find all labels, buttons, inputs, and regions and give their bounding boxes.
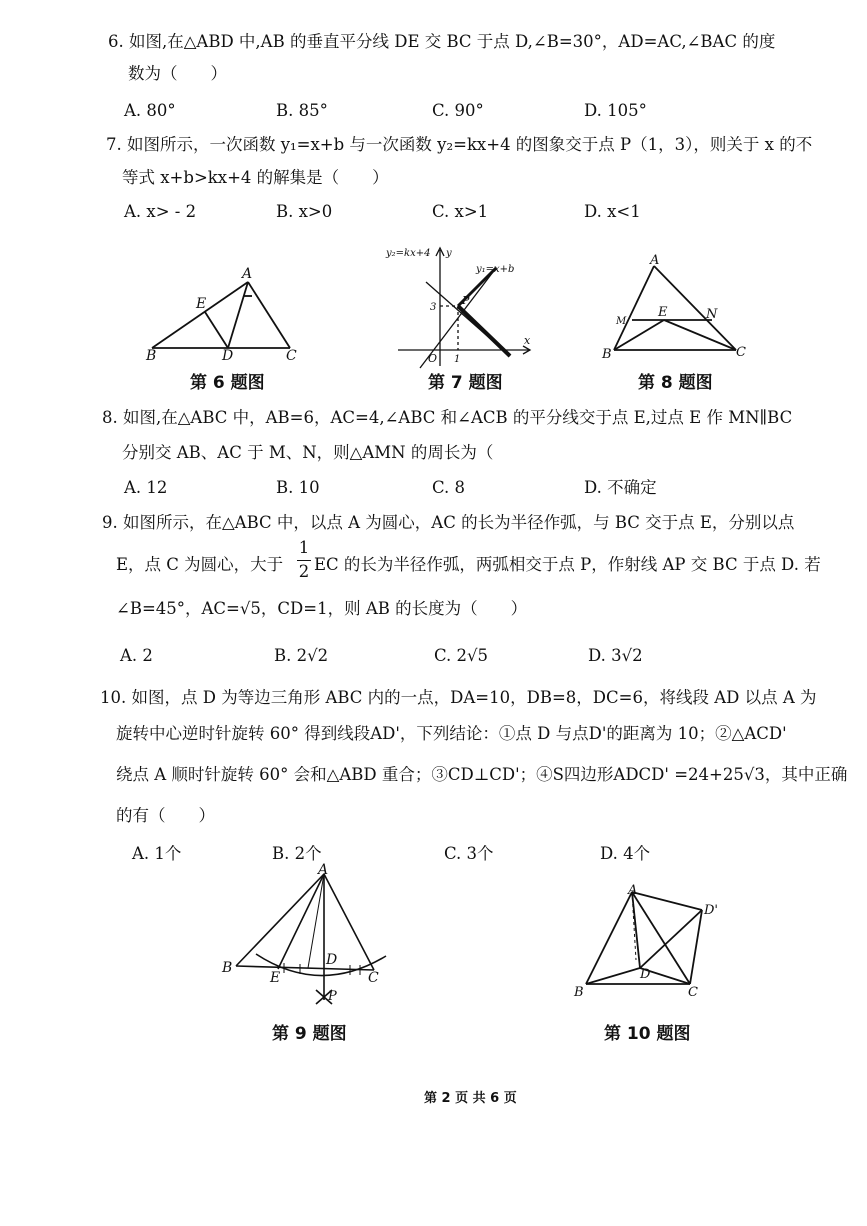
fig9-label-d: D xyxy=(326,952,338,968)
fig9-label-c: C xyxy=(368,970,379,986)
fig7-label-3: 3 xyxy=(430,302,437,313)
q6-option-b: B. 85° xyxy=(276,101,328,120)
fig10-label-dprime: D' xyxy=(704,903,718,918)
q6-option-a: A. 80° xyxy=(124,101,176,120)
q9-stem-line2-pre: E，点 C 为圆心，大于 xyxy=(116,555,284,574)
q8-option-d: D. 不确定 xyxy=(584,478,657,497)
q7-option-c: C. x>1 xyxy=(432,202,489,221)
q9-stem-line3: ∠B=45°，AC=√5，CD=1，则 AB 的长度为（ ） xyxy=(116,599,528,618)
fig7-label-y1: y₁=x+b xyxy=(476,264,515,275)
q9-fraction-bar xyxy=(297,560,311,561)
q6-stem-line2: 数为（ ） xyxy=(128,64,227,83)
q9-stem-line2-post: EC 的长为半径作弧，两弧相交于点 P，作射线 AP 交 BC 于点 D. 若 xyxy=(314,555,821,574)
q10-option-d: D. 4个 xyxy=(600,844,651,863)
q8-stem-line1: 8. 如图,在△ABC 中，AB=6，AC=4,∠ABC 和∠ACB 的平分线交于点 E,过点 E 作 MN∥BC xyxy=(102,408,793,427)
q9-option-b: B. 2√2 xyxy=(274,646,329,665)
q10-option-b: B. 2个 xyxy=(272,844,322,863)
fig9-label-p: P xyxy=(328,989,337,1004)
fig10-label-d: D xyxy=(640,967,651,982)
q9-fraction-numerator: 1 xyxy=(298,538,310,557)
fig10-label-c: C xyxy=(688,985,698,1000)
q10-option-c: C. 3个 xyxy=(444,844,494,863)
figure-7 xyxy=(384,240,554,370)
q7-option-a: A. x> - 2 xyxy=(124,202,197,221)
q9-option-c: C. 2√5 xyxy=(434,646,489,665)
fig7-label-x: x xyxy=(524,334,531,347)
figure-10 xyxy=(570,880,740,1004)
fig8-label-c: C xyxy=(736,345,746,360)
q8-option-b: B. 10 xyxy=(276,478,320,497)
fig7-label-o: O xyxy=(428,352,438,365)
figure-9 xyxy=(220,862,400,1016)
q6-option-d: D. 105° xyxy=(584,101,647,120)
q8-stem-line2: 分别交 AB、AC 于 M、N，则△AMN 的周长为（ xyxy=(122,443,494,462)
fig10-caption: 第 10 题图 xyxy=(604,1024,691,1044)
q7-option-b: B. x>0 xyxy=(276,202,333,221)
q6-stem-line1: 6. 如图,在△ABD 中,AB 的垂直平分线 DE 交 BC 于点 D,∠B=30°，AD=AC,∠BAC 的度 xyxy=(108,32,776,51)
q7-stem-line2: 等式 x+b>kx+4 的解集是（ ） xyxy=(122,168,389,187)
q6-option-c: C. 90° xyxy=(432,101,484,120)
fig6-label-b: B xyxy=(146,348,157,364)
fig10-label-b: B xyxy=(574,985,584,1000)
q9-option-d: D. 3√2 xyxy=(588,646,643,665)
q10-stem-line4: 的有（ ） xyxy=(116,806,215,825)
fig6-label-e: E xyxy=(196,296,207,312)
fig8-label-a: A xyxy=(650,253,660,268)
fig7-label-p: P xyxy=(462,294,470,307)
q10-option-a: A. 1个 xyxy=(132,844,182,863)
fig7-label-y: y xyxy=(446,248,452,259)
fig8-caption: 第 8 题图 xyxy=(638,373,713,393)
q9-stem-line1: 9. 如图所示，在△ABC 中，以点 A 为圆心，AC 的长为半径作弧，与 BC 交于点 E，分别以点 xyxy=(102,513,795,532)
fig9-label-a: A xyxy=(318,862,329,878)
q8-option-a: A. 12 xyxy=(124,478,168,497)
q9-fraction-denominator: 2 xyxy=(298,561,310,581)
fig6-label-c: C xyxy=(286,348,297,364)
fig7-label-y2: y₂=kx+4 xyxy=(386,248,431,259)
q8-option-c: C. 8 xyxy=(432,478,466,497)
fig6-caption: 第 6 题图 xyxy=(190,373,265,393)
q9-fraction xyxy=(297,540,311,580)
fig6-label-d: D xyxy=(222,348,234,364)
q9-option-a: A. 2 xyxy=(120,646,153,665)
fig8-label-e: E xyxy=(658,305,668,320)
q10-stem-line1: 10. 如图，点 D 为等边三角形 ABC 内的一点，DA=10，DB=8，DC=6，将线段 AD 以点 A 为 xyxy=(100,688,817,707)
page-number: 第 2 页 共 6 页 xyxy=(424,1091,517,1106)
fig9-caption: 第 9 题图 xyxy=(272,1024,347,1044)
fig7-label-1: 1 xyxy=(454,354,461,365)
q7-stem-line1: 7. 如图所示，一次函数 y₁=x+b 与一次函数 y₂=kx+4 的图象交于点 P（1，3），则关于 x 的不 xyxy=(106,135,813,154)
fig9-label-b: B xyxy=(222,960,233,976)
fig8-label-b: B xyxy=(602,347,612,362)
q10-stem-line3: 绕点 A 顺时针旋转 60° 会和△ABD 重合；③CD⊥CD'；④S四边形ADCD' =24+25√3，其中正确 xyxy=(116,765,848,784)
fig10-label-a: A xyxy=(628,883,638,898)
fig7-caption: 第 7 题图 xyxy=(428,373,503,393)
q7-option-d: D. x<1 xyxy=(584,202,641,221)
fig9-label-e: E xyxy=(270,970,281,986)
fig6-label-a: A xyxy=(242,266,253,282)
fig8-label-n: N xyxy=(706,307,718,322)
figure-6 xyxy=(140,262,310,362)
figure-8 xyxy=(596,254,756,364)
q10-stem-line2: 旋转中心逆时针旋转 60° 得到线段AD'，下列结论：①点 D 与点D'的距离为 10；②△ACD' xyxy=(116,724,787,743)
fig8-label-m: M xyxy=(616,316,627,327)
